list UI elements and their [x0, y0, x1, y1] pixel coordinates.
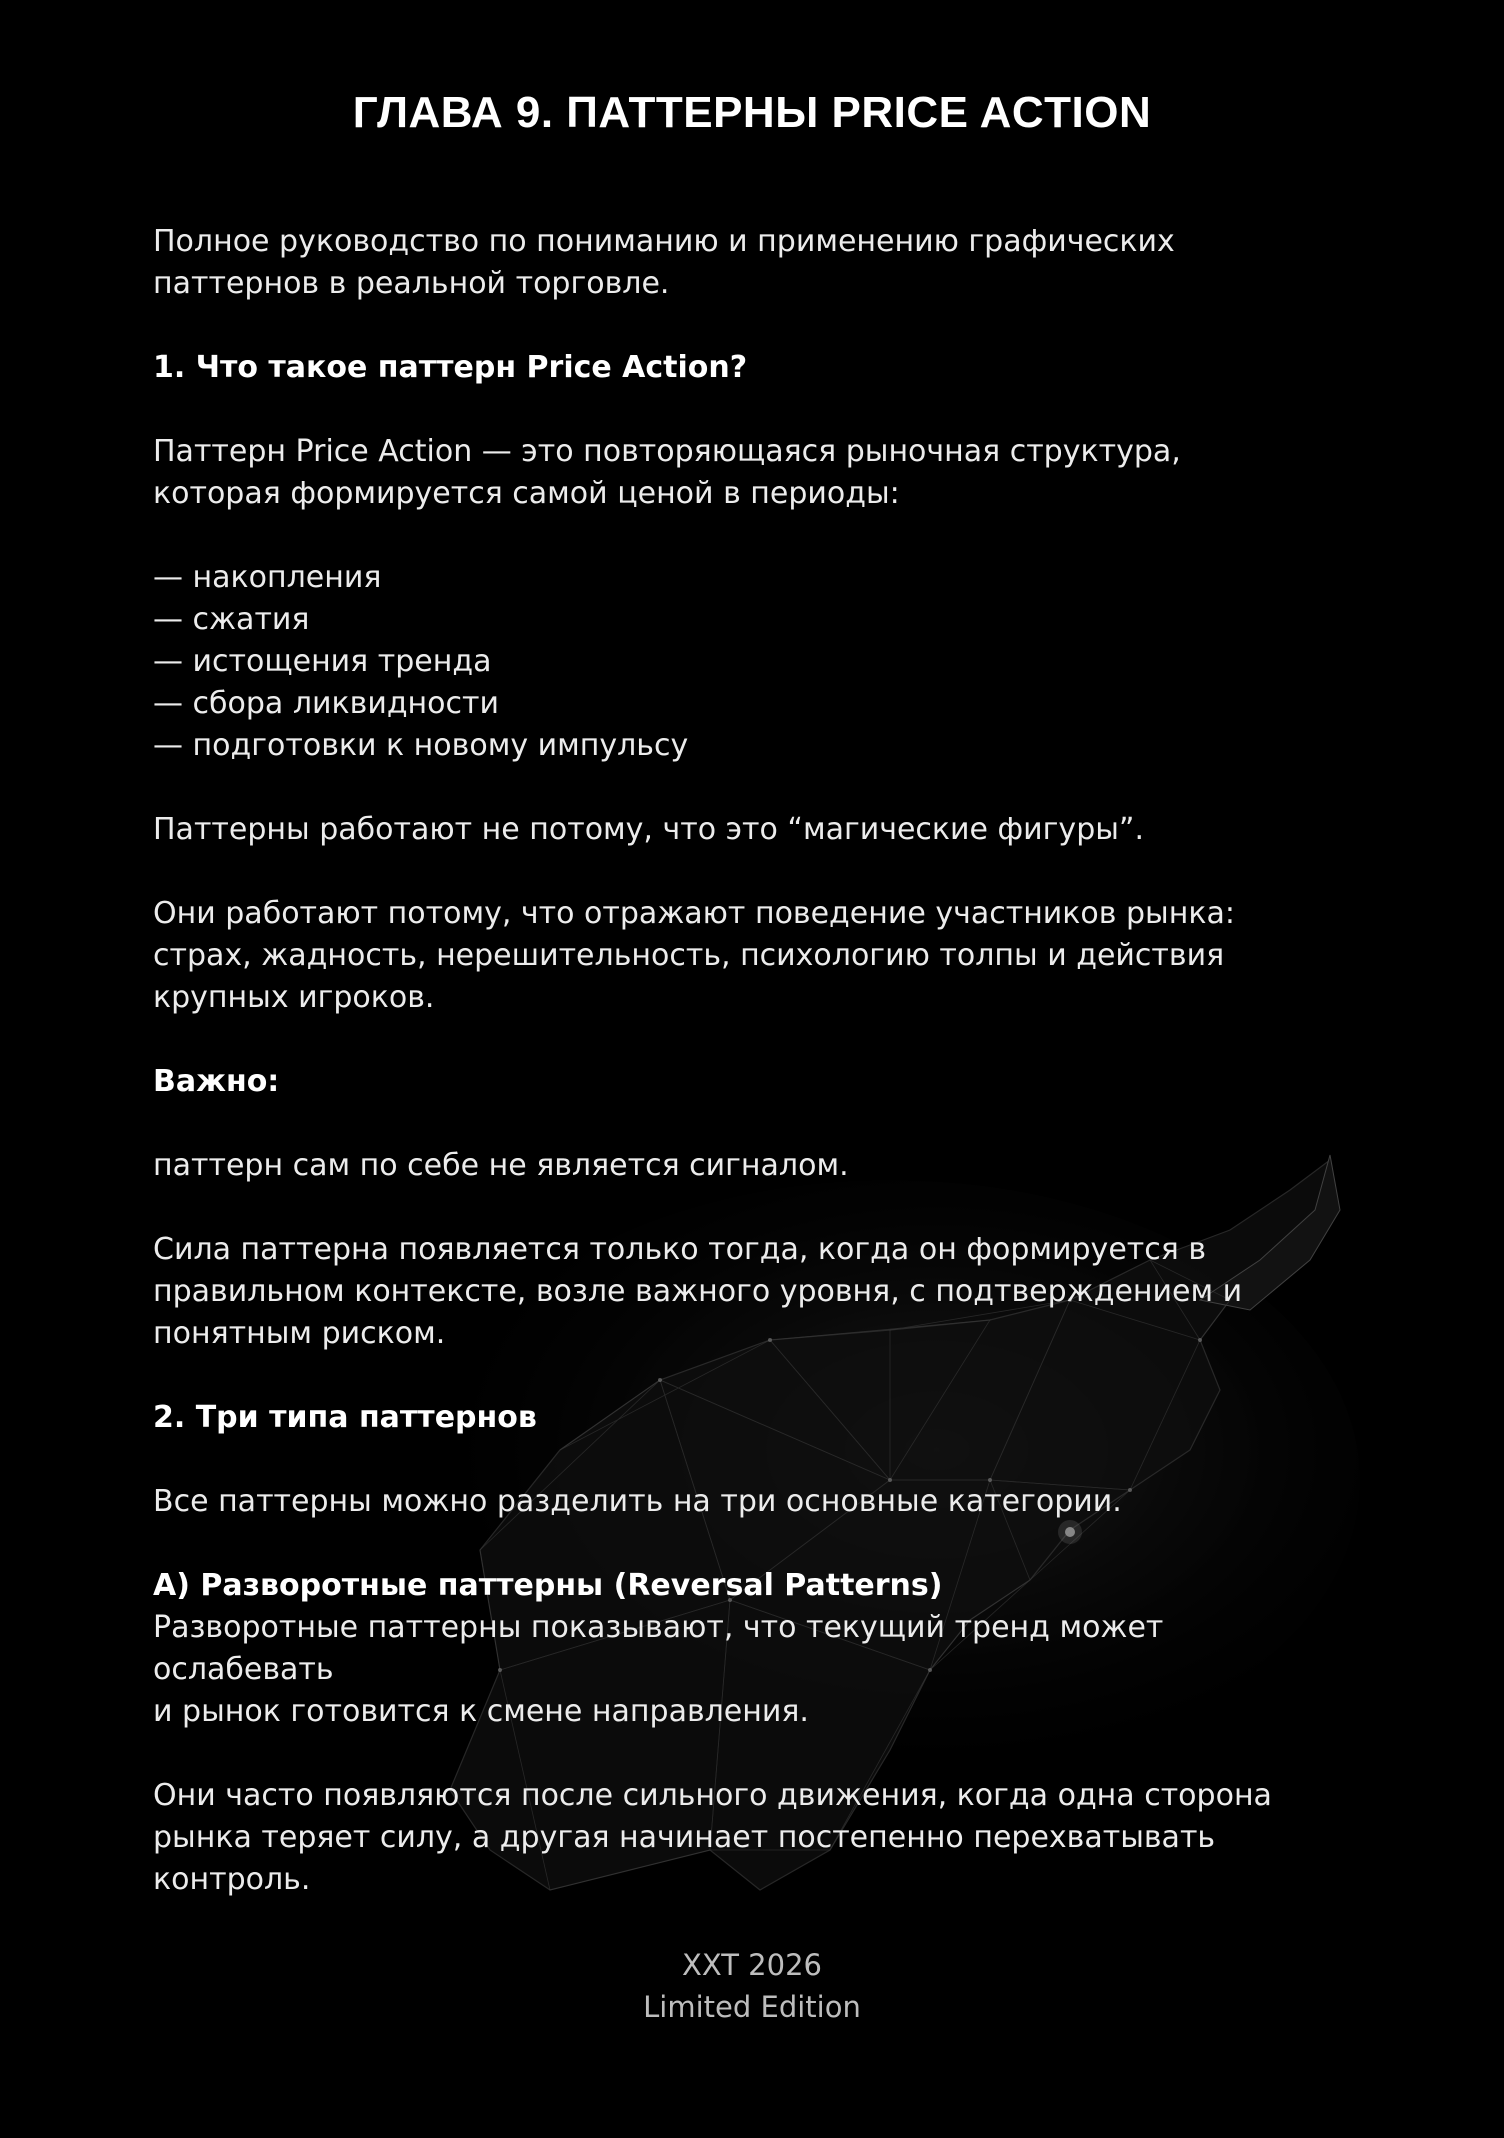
period-item: — сбора ликвидности	[153, 686, 499, 721]
footer-edition: Limited Edition	[643, 1990, 861, 2024]
intro-line-1: Полное руководство по пониманию и применению графических	[153, 224, 1175, 259]
period-item: — подготовки к новому импульсу	[153, 728, 689, 763]
chapter-body	[153, 221, 1353, 1901]
reversal-heading: A) Разворотные паттерны (Reversal Patterns)	[153, 1568, 943, 1603]
footer	[0, 1944, 1504, 2028]
why-line-1: Они работают потому, что отражают поведение участников рынка:	[153, 896, 1235, 931]
chapter-title: ГЛАВА 9. ПАТТЕРНЫ PRICE ACTION	[352, 88, 1152, 137]
period-item: — сжатия	[153, 602, 310, 637]
strength-line-2: правильном контексте, возле важного уровня, с подтверждением и	[153, 1274, 1243, 1309]
strength-line-3: понятным риском.	[153, 1316, 446, 1351]
categories-text: Все паттерны можно разделить на три основные категории.	[153, 1484, 1122, 1519]
reversal-more-line-2: рынка теряет силу, а другая начинает постепенно перехватывать	[153, 1820, 1216, 1855]
why-line-2: страх, жадность, нерешительность, психологию толпы и действия	[153, 938, 1225, 973]
strength-line-1: Сила паттерна появляется только тогда, когда он формируется в	[153, 1232, 1207, 1267]
reversal-more-line-1: Они часто появляются после сильного движения, когда одна сторона	[153, 1778, 1272, 1813]
footer-brand: XXT 2026	[682, 1948, 822, 1982]
why-line-3: крупных игроков.	[153, 980, 435, 1015]
important-label: Важно:	[153, 1064, 280, 1099]
section-1-heading: 1. Что такое паттерн Price Action?	[153, 350, 748, 385]
reversal-line-1: Разворотные паттерны показывают, что текущий тренд может	[153, 1610, 1164, 1645]
not-magic-text: Паттерны работают не потому, что это “магические фигуры”.	[153, 812, 1144, 847]
period-item: — истощения тренда	[153, 644, 492, 679]
not-signal-text: паттерн сам по себе не является сигналом.	[153, 1148, 849, 1183]
intro-line-2: паттернов в реальной торговле.	[153, 266, 670, 301]
definition-line-2: которая формируется самой ценой в периоды:	[153, 476, 900, 511]
reversal-more-line-3: контроль.	[153, 1862, 311, 1897]
period-item: — накопления	[153, 560, 382, 595]
reversal-line-2: ослабевать	[153, 1652, 334, 1687]
reversal-line-3: и рынок готовится к смене направления.	[153, 1694, 809, 1729]
section-2-heading: 2. Три типа паттернов	[153, 1400, 537, 1435]
definition-line-1: Паттерн Price Action — это повторяющаяся рыночная структура,	[153, 434, 1181, 469]
